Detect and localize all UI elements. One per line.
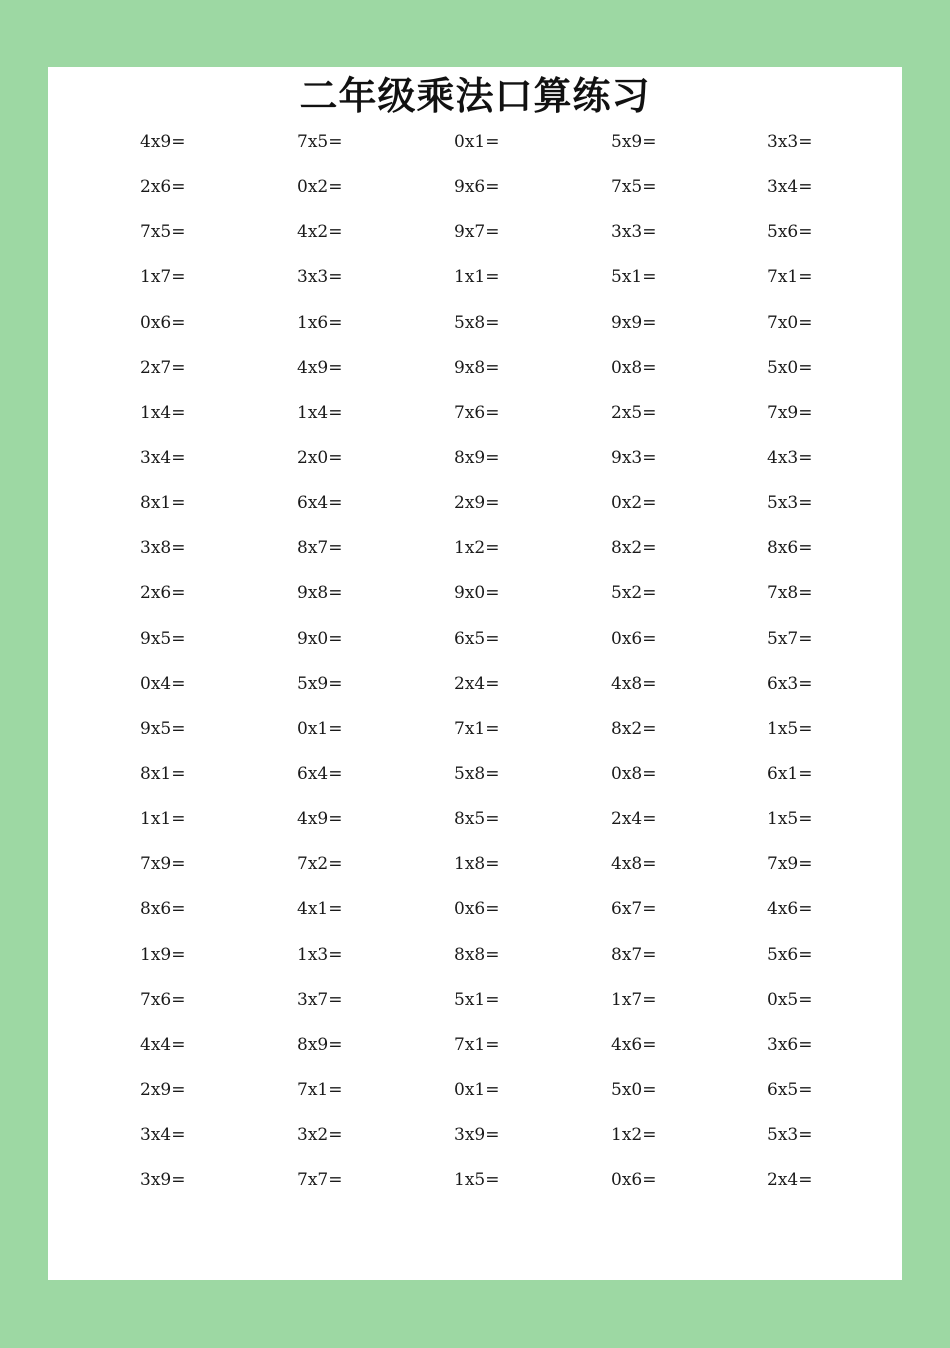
problem-row <box>0 346 950 391</box>
problem-cell: 7x5= <box>297 132 343 152</box>
problem-cell: 5x1= <box>611 267 657 288</box>
page-title: 二年级乘法口算练习 <box>299 74 651 118</box>
problem-cell: 1x5= <box>454 1170 500 1191</box>
problem-cell: 8x6= <box>140 899 186 920</box>
problem-cell: 0x6= <box>611 1170 657 1191</box>
problem-cell: 1x1= <box>454 267 500 288</box>
problem-row <box>0 1068 950 1113</box>
problem-cell: 0x6= <box>454 899 500 920</box>
problem-cell: 9x5= <box>140 718 186 739</box>
problem-cell: 1x6= <box>297 312 343 333</box>
problem-row <box>0 391 950 436</box>
problem-cell: 3x2= <box>297 1125 343 1146</box>
problem-row <box>0 301 950 346</box>
problem-cell: 8x2= <box>611 718 657 739</box>
problem-cell: 1x2= <box>611 1125 657 1146</box>
problem-row <box>0 526 950 571</box>
problem-row <box>0 1113 950 1158</box>
problem-row <box>0 978 950 1023</box>
problem-cell: 7x1= <box>767 267 813 288</box>
problem-row <box>0 210 950 255</box>
problem-cell: 7x9= <box>767 854 813 875</box>
problem-cell: 4x3= <box>767 447 813 468</box>
problem-cell: 5x3= <box>767 493 813 514</box>
problem-row <box>0 752 950 797</box>
problem-cell: 7x6= <box>140 989 186 1010</box>
problem-cell: 9x0= <box>454 583 500 604</box>
problem-cell: 2x5= <box>611 402 657 423</box>
problem-cell: 4x2= <box>297 222 343 243</box>
problem-cell: 1x5= <box>767 718 813 739</box>
problem-row <box>0 1158 950 1203</box>
problem-row <box>0 933 950 978</box>
problem-cell: 0x6= <box>611 628 657 649</box>
problem-row <box>0 165 950 210</box>
problem-cell: 9x9= <box>611 312 657 333</box>
problem-cell: 5x6= <box>767 944 813 965</box>
problem-cell: 4x1= <box>297 899 343 920</box>
problem-cell: 7x7= <box>297 1170 343 1191</box>
problem-cell: 0x1= <box>454 132 500 152</box>
problem-cell: 1x9= <box>140 944 186 965</box>
problem-cell: 9x5= <box>140 628 186 649</box>
problem-cell: 5x0= <box>611 1079 657 1100</box>
problem-cell: 2x6= <box>140 177 186 198</box>
problem-cell: 4x9= <box>297 357 343 378</box>
problem-cell: 2x4= <box>611 809 657 830</box>
problem-cell: 5x9= <box>611 132 657 152</box>
problem-row <box>0 617 950 662</box>
problem-cell: 9x8= <box>454 357 500 378</box>
problem-cell: 1x7= <box>611 989 657 1010</box>
problem-cell: 0x8= <box>611 357 657 378</box>
problem-cell: 7x8= <box>767 583 813 604</box>
problem-cell: 4x6= <box>767 899 813 920</box>
problem-cell: 0x1= <box>297 718 343 739</box>
problem-cell: 4x8= <box>611 854 657 875</box>
problem-row <box>0 887 950 932</box>
problem-cell: 1x3= <box>297 944 343 965</box>
problem-cell: 8x7= <box>611 944 657 965</box>
problem-cell: 4x9= <box>297 809 343 830</box>
problem-cell: 5x3= <box>767 1125 813 1146</box>
problem-cell: 0x4= <box>140 673 186 694</box>
problem-cell: 1x8= <box>454 854 500 875</box>
problem-cell: 7x9= <box>140 854 186 875</box>
problem-cell: 4x8= <box>611 673 657 694</box>
problem-cell: 7x5= <box>140 222 186 243</box>
problem-cell: 7x1= <box>454 1034 500 1055</box>
problem-row <box>0 571 950 616</box>
problem-cell: 3x6= <box>767 1034 813 1055</box>
problem-cell: 1x7= <box>140 267 186 288</box>
problem-cell: 3x9= <box>454 1125 500 1146</box>
problem-cell: 2x7= <box>140 357 186 378</box>
problem-cell: 5x2= <box>611 583 657 604</box>
problem-cell: 7x5= <box>611 177 657 198</box>
problem-row <box>0 662 950 707</box>
problem-cell: 7x9= <box>767 402 813 423</box>
problem-cell: 0x2= <box>297 177 343 198</box>
problem-cell: 8x9= <box>454 447 500 468</box>
problem-cell: 3x3= <box>767 132 813 152</box>
problem-cell: 5x8= <box>454 312 500 333</box>
problem-cell: 5x6= <box>767 222 813 243</box>
problem-cell: 2x9= <box>140 1079 186 1100</box>
problem-cell: 1x4= <box>140 402 186 423</box>
problem-cell: 2x0= <box>297 447 343 468</box>
problem-cell: 3x9= <box>140 1170 186 1191</box>
problem-cell: 8x5= <box>454 809 500 830</box>
problem-row <box>0 436 950 481</box>
problem-cell: 6x5= <box>767 1079 813 1100</box>
problem-cell: 8x8= <box>454 944 500 965</box>
problem-cell: 5x1= <box>454 989 500 1010</box>
problem-cell: 3x7= <box>297 989 343 1010</box>
problem-row <box>0 1023 950 1068</box>
problem-cell: 0x6= <box>140 312 186 333</box>
problem-cell: 9x7= <box>454 222 500 243</box>
problem-cell: 6x4= <box>297 763 343 784</box>
problem-cell: 5x8= <box>454 763 500 784</box>
problem-cell: 3x3= <box>611 222 657 243</box>
problem-row <box>0 120 950 165</box>
problem-cell: 0x2= <box>611 493 657 514</box>
problem-cell: 6x1= <box>767 763 813 784</box>
problem-cell: 3x3= <box>297 267 343 288</box>
problem-row <box>0 481 950 526</box>
problem-cell: 4x9= <box>140 132 186 152</box>
problem-cell: 0x5= <box>767 989 813 1010</box>
problem-cell: 1x4= <box>297 402 343 423</box>
problem-cell: 9x0= <box>297 628 343 649</box>
problem-cell: 6x5= <box>454 628 500 649</box>
problem-grid <box>0 120 950 1203</box>
problem-cell: 8x1= <box>140 763 186 784</box>
problem-cell: 2x6= <box>140 583 186 604</box>
problem-cell: 3x8= <box>140 538 186 559</box>
problem-cell: 1x5= <box>767 809 813 830</box>
problem-cell: 2x4= <box>767 1170 813 1191</box>
problem-cell: 9x8= <box>297 583 343 604</box>
problem-row <box>0 842 950 887</box>
problem-cell: 6x3= <box>767 673 813 694</box>
problem-cell: 8x2= <box>611 538 657 559</box>
problem-cell: 9x6= <box>454 177 500 198</box>
problem-cell: 7x6= <box>454 402 500 423</box>
problem-cell: 3x4= <box>140 447 186 468</box>
problem-row <box>0 255 950 300</box>
problem-cell: 8x9= <box>297 1034 343 1055</box>
problem-cell: 4x4= <box>140 1034 186 1055</box>
problem-cell: 7x1= <box>297 1079 343 1100</box>
problem-cell: 9x3= <box>611 447 657 468</box>
problem-cell: 1x2= <box>454 538 500 559</box>
problem-cell: 0x1= <box>454 1079 500 1100</box>
problem-cell: 3x4= <box>140 1125 186 1146</box>
problem-cell: 2x9= <box>454 493 500 514</box>
problem-row <box>0 707 950 752</box>
problem-cell: 8x7= <box>297 538 343 559</box>
problem-cell: 5x9= <box>297 673 343 694</box>
problem-cell: 7x0= <box>767 312 813 333</box>
problem-cell: 5x7= <box>767 628 813 649</box>
problem-cell: 1x1= <box>140 809 186 830</box>
problem-cell: 4x6= <box>611 1034 657 1055</box>
problem-cell: 8x6= <box>767 538 813 559</box>
problem-cell: 6x7= <box>611 899 657 920</box>
problem-cell: 7x2= <box>297 854 343 875</box>
problem-cell: 7x1= <box>454 718 500 739</box>
problem-cell: 3x4= <box>767 177 813 198</box>
problem-cell: 8x1= <box>140 493 186 514</box>
problem-cell: 5x0= <box>767 357 813 378</box>
problem-cell: 6x4= <box>297 493 343 514</box>
problem-cell: 2x4= <box>454 673 500 694</box>
problem-cell: 0x8= <box>611 763 657 784</box>
problem-row <box>0 797 950 842</box>
